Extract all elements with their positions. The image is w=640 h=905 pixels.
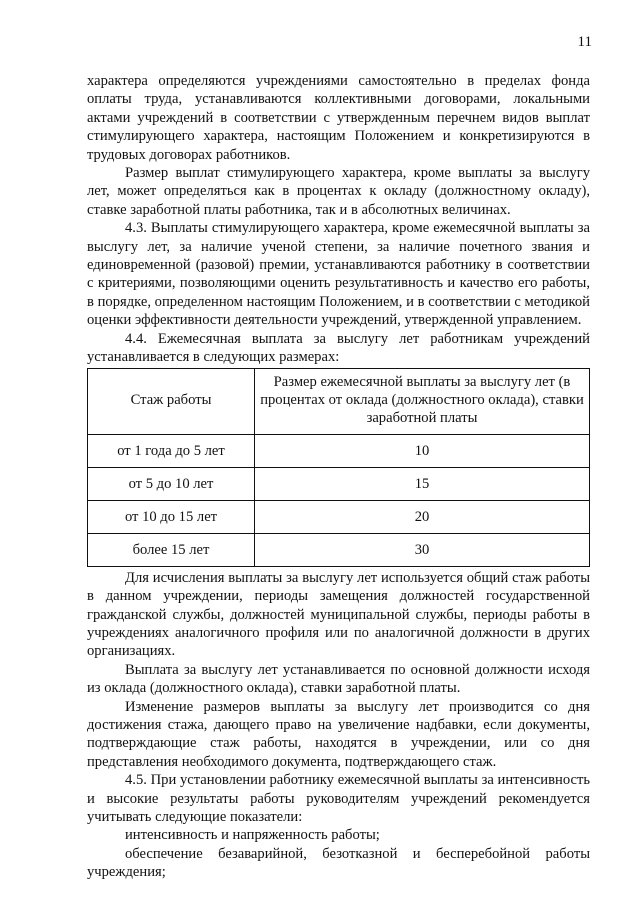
paragraph: Для исчисления выплаты за выслугу лет используется общий стаж работы в данном учреждении, периоды замещения должностей государственной гражданской службы, должностей муниципальной службы, периоды работы в учреждениях аналогичного профиля или по аналогичной должности в других организациях. — [87, 569, 590, 660]
seniority-payment-table — [87, 368, 590, 567]
document-body — [87, 72, 590, 882]
paragraph: обеспечение безаварийной, безотказной и бесперебойной работы учреждения; — [87, 845, 590, 881]
table-row — [88, 533, 590, 566]
table-row — [88, 467, 590, 500]
seniority-cell: от 1 года до 5 лет — [88, 434, 255, 467]
header-seniority: Стаж работы — [88, 368, 255, 434]
percent-cell: 15 — [255, 467, 590, 500]
paragraph: 4.3. Выплаты стимулирующего характера, кроме ежемесячной выплаты за выслугу лет, за наличие ученой степени, за наличие почетного звания и единовременной (разовой) премии, устанавливаются работнику в соответствии с критериями, позволяющими оценить результативность и качество его работы, в порядке, определенном настоящим Положением, и в соответствии с методикой оценки эффективности деятельности учреждений, утвержденной управлением. — [87, 220, 590, 329]
table-header-row — [88, 368, 590, 434]
paragraph: Размер выплат стимулирующего характера, кроме выплаты за выслугу лет, может определяться как в процентах к окладу (должностному окладу), ставке заработной платы работника, так и в абсолютных величинах. — [87, 165, 590, 218]
paragraphs-after-table — [87, 569, 590, 882]
seniority-table-container — [87, 368, 590, 567]
percent-cell: 20 — [255, 500, 590, 533]
paragraph: 4.4. Ежемесячная выплата за выслугу лет работникам учреждений устанавливается в следующих размерах: — [87, 330, 590, 366]
percent-cell: 10 — [255, 434, 590, 467]
header-payment-size: Размер ежемесячной выплаты за выслугу лет (в процентах от оклада (должностного оклада), ставки заработной платы — [255, 368, 590, 434]
seniority-cell: от 5 до 10 лет — [88, 467, 255, 500]
seniority-cell: от 10 до 15 лет — [88, 500, 255, 533]
table-row — [88, 434, 590, 467]
paragraph: 4.5. При установлении работнику ежемесячной выплаты за интенсивность и высокие результаты работы руководителям учреждений рекомендуется учитывать следующие показатели: — [87, 772, 590, 825]
paragraph: характера определяются учреждениями самостоятельно в пределах фонда оплаты труда, устанавливаются коллективными договорами, локальными актами учреждений в соответствии с утвержденным перечнем видов выплат стимулирующего характера, настоящим Положением и конкретизируются в трудовых договорах работников. — [87, 73, 590, 163]
seniority-cell: более 15 лет — [88, 533, 255, 566]
page-number: 11 — [577, 34, 592, 50]
paragraph: интенсивность и напряженность работы; — [125, 827, 380, 844]
paragraph: Изменение размеров выплаты за выслугу лет производится со дня достижения стажа, дающего право на увеличение надбавки, если документы, подтверждающие стаж работы, находятся в учреждении, или со дня представления необходимого документа, подтверждающего стаж. — [87, 698, 590, 770]
paragraphs-before-table — [87, 72, 590, 367]
paragraph: Выплата за выслугу лет устанавливается по основной должности исходя из оклада (должностного оклада), ставки заработной платы. — [87, 661, 590, 697]
percent-cell: 30 — [255, 533, 590, 566]
table-row — [88, 500, 590, 533]
